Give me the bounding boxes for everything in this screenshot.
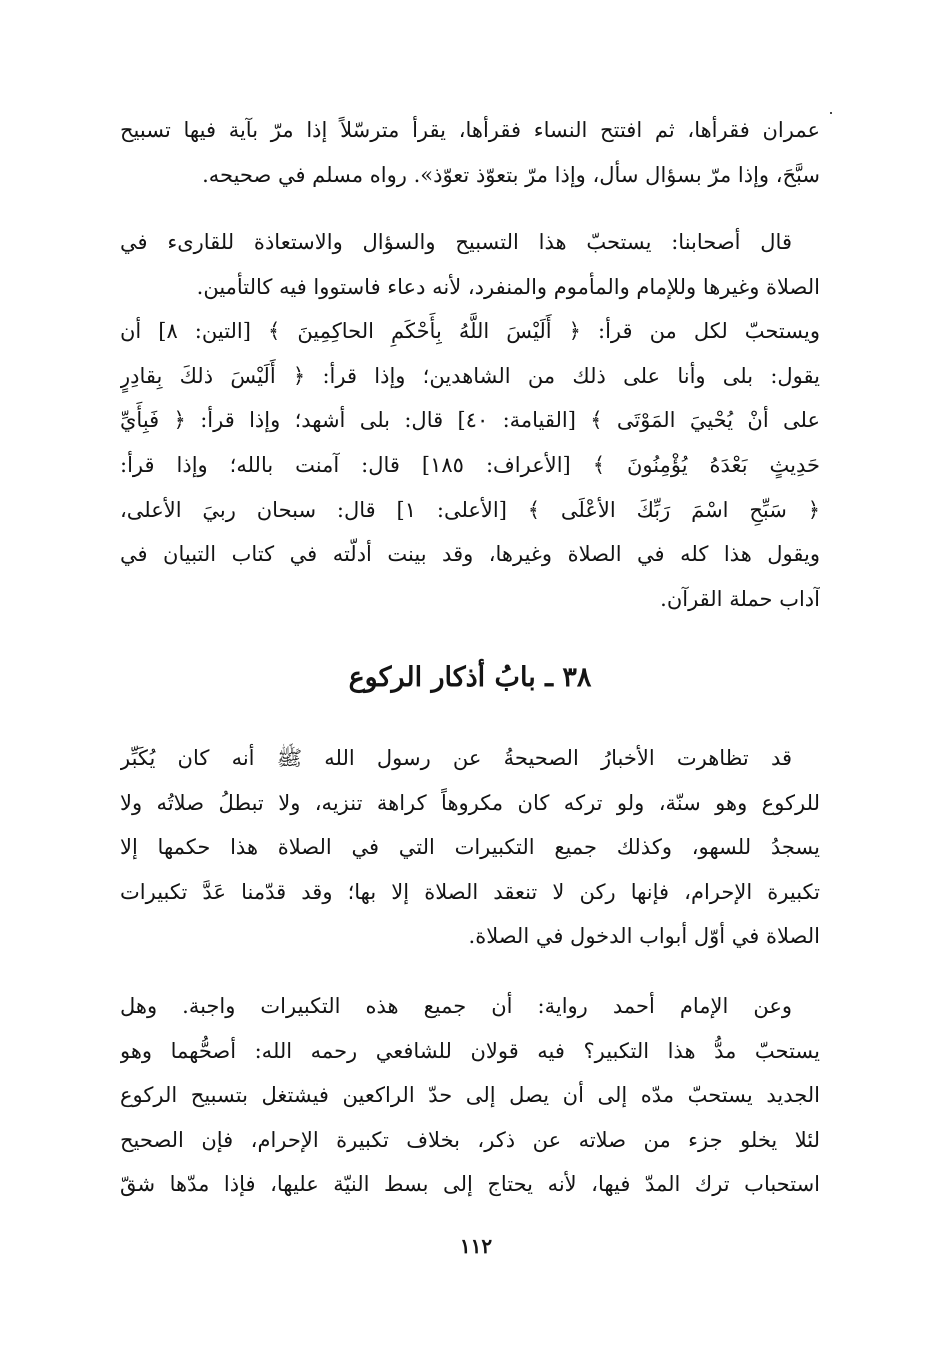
text-line: الجديد يستحبّ مدّه إلى أن يصل إلى حدّ الراكعين فيشتغل بتسبيح الركوع [120,1083,820,1108]
text-line: عمران فقرأها، ثم افتتح النساء فقرأها، يقرأ مترسّلاً إذا مرّ بآية فيها تسبيح [120,118,820,142]
text-line: حَدِيثٍ بَعْدَهُ يُؤْمِنُونَ ﴾ [الأعراف: ١٨٥] قال: آمنت بالله؛ وإذا قرأ: [120,452,820,477]
text-line: وعن الإمام أحمد رواية: أن جميع هذه التكبيرات واجبة. وهل [120,994,792,1018]
text-line: ويستحبّ لكل من قرأ: ﴿ أَلَيْسَ اللَّهُ بِأَحْكَمِ الحاكِمِينَ ﴾ [التين: ٨] أن [120,319,820,344]
paragraph-2 [120,220,820,621]
paragraph-1 [120,108,820,197]
text-line: لئلا يخلو جزء من صلاته عن ذكر، بخلاف تكبيرة الإحرام، فإن الصحيح [120,1127,820,1152]
text-line: ويقول هذا كله في الصلاة وغيرها، وقد بينت أدلّته في كتاب التبيان في [120,542,820,567]
text-line: تكبيرة الإحرام، فإنها ركن لا تنعقد الصلاة إلا بها؛ وقد قدّمنا عَدَّ تكبيرات [120,879,820,904]
text-line: للركوع وهو سنّة، ولو تركه كان مكروهاً كراهة تنزيه، ولا تبطلُ صلاتُه ولا [120,790,820,815]
text-line: يستحبّ مدُّ هذا التكبير؟ فيه قولان للشافعي رحمه الله: أصحُّهما وهو [120,1038,820,1063]
paragraph-4 [120,984,820,1207]
text-line: قال أصحابنا: يستحبّ هذا التسبيح والسؤال والاستعاذة للقارىء في [120,230,792,254]
text-line: يسجدُ للسهو، وكذلك جميع التكبيرات التي في الصلاة هذا حكمها إلا [120,835,820,860]
text-line: الصلاة في أوّل أبواب الدخول في الصلاة. [468,924,820,949]
text-line: الصلاة وغيرها وللإمام والمأموم والمنفرد، لأنه دعاء فاستووا فيه كالتأمين. [196,274,820,299]
text-line: قد تظاهرت الأخبارُ الصحيحةُ عن رسول الله ﷺ أنه كان يُكَبِّر [120,746,792,770]
text-line: استحباب ترك المدّ فيها، لأنه يحتاج إلى بسط النيّة عليها، فإذا مدّها شقّ [120,1172,820,1197]
section-heading: ٣٨ ـ بابُ أذكار الركوع [348,662,592,693]
text-line: آداب حملة القرآن. [660,586,820,611]
paragraph-3 [120,736,820,959]
text-line: يقول: بلى وأنا على ذلك من الشاهدين؛ وإذا قرأ: ﴿ أَلَيْسَ ذلكَ بِقادِرٍ [120,363,820,388]
text-line: سبَّحَ، وإذا مرّ بسؤال سأل، وإذا مرّ بتعوّذ تعوّذ». رواه مسلم في صحيحه. [202,162,820,187]
scan-speck [830,112,832,114]
text-line: على أنْ يُحْييَ المَوْتَى ﴾ [القيامة: ٤٠] قال: بلى أشهد؛ وإذا قرأ: ﴿ فَبِأَيِّ [120,408,820,433]
page-number: ١١٢ [459,1234,493,1258]
text-line: ﴿ سَبِّحِ اسْمَ رَبِّكَ الأعْلَى ﴾ [الأعلى: ١] قال: سبحان ربيَ الأعلى، [120,497,820,522]
